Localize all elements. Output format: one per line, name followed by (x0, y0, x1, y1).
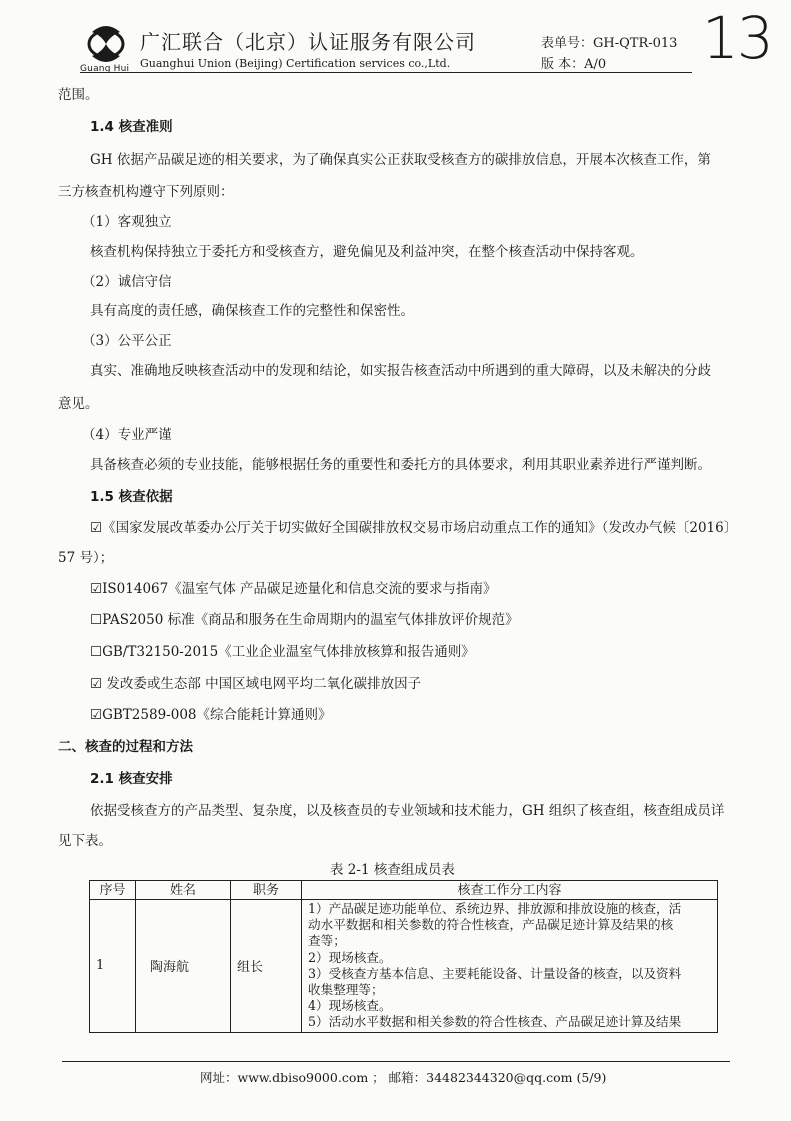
section-2-1-paragraph: 依据受核查方的产品类型、复杂度，以及核查员的专业领域和技术能力，GH 组织了核查组，核查组成员详 (90, 803, 725, 819)
basis-item-6: ☑GBT2589-008《综合能耗计算通则》 (90, 707, 332, 723)
scope-end-text: 范围。 (58, 87, 99, 103)
basis-item-3: ☐PAS2050 标准《商品和服务在生命周期内的温室气体排放评价规范》 (90, 612, 519, 628)
section-1-4-paragraph-cont: 三方核查机构遵守下列原则： (58, 184, 234, 200)
company-name-cn: 广汇联合（北京）认证服务有限公司 (140, 30, 476, 54)
principle-3-title: （3）公平公正 (82, 333, 172, 349)
basis-item-1-cont: 57 号）； (58, 550, 114, 566)
principle-2-text: 具有高度的责任感，确保核查工作的完整性和保密性。 (90, 303, 414, 319)
table-header-row (90, 881, 718, 900)
duty-line: 查等； (308, 933, 346, 949)
company-name-en: Guanghui Union (Beijing) Certification services co.,Ltd. (140, 57, 451, 70)
basis-item-1: ☑《国家发展改革委办公厅关于切实做好全国碳排放权交易市场启动重点工作的通知》（发改办气候〔2016〕 (90, 520, 738, 536)
section-2-1-title: 2.1 核查安排 (90, 771, 173, 787)
section-1-4-title: 1.4 核查准则 (90, 119, 173, 135)
header-role: 职务 (231, 881, 302, 900)
page-stamp-number: 13 (702, 4, 772, 72)
form-number: 表单号：GH-QTR-013 (541, 36, 678, 51)
header-name: 姓名 (136, 881, 231, 900)
header-no: 序号 (90, 881, 136, 900)
basis-item-5: ☑ 发改委或生态部 中国区域电网平均二氧化碳排放因子 (90, 676, 422, 692)
page-footer: 网址：www.dbiso9000.com ； 邮箱：34482344320@qq.com (5/9) (200, 1070, 607, 1085)
duty-line: 2）现场核查。 (308, 949, 392, 965)
basis-item-4: ☐GB/T32150-2015《工业企业温室气体排放核算和报告通则》 (90, 644, 475, 660)
section-2-1-paragraph-cont: 见下表。 (58, 833, 112, 849)
duty-line: 4）现场核查。 (308, 998, 392, 1014)
principle-1-text: 核查机构保持独立于委托方和受核查方，避免偏见及利益冲突，在整个核查活动中保持客观。 (90, 244, 644, 260)
footer-divider (62, 1061, 730, 1062)
cell-duties (302, 900, 718, 1033)
duty-line: 5）活动水平数据和相关参数的符合性核查、产品碳足迹计算及结果 (308, 1014, 682, 1030)
header-duties: 核查工作分工内容 (302, 881, 718, 900)
duty-line: 1）产品碳足迹功能单位、系统边界、排放源和排放设施的核查，活 (308, 901, 682, 916)
principle-4-text: 具备核查必须的专业技能，能够根据任务的重要性和委托方的具体要求，利用其职业素养进行严谨判断。 (90, 457, 711, 473)
cell-name: 陶海航 (136, 900, 231, 1033)
principle-4-title: （4）专业严谨 (82, 427, 172, 443)
staff-table (89, 880, 718, 1033)
company-logo (86, 22, 126, 66)
logo-caption: Guang Hui (80, 64, 130, 74)
duty-line: 动水平数据和相关参数的符合性核查，产品碳足迹计算及结果的核 (308, 917, 674, 933)
duty-line: 3）受核查方基本信息、主要耗能设备、计量设备的核查，以及资料 (308, 965, 682, 981)
principle-2-title: （2）诚信守信 (82, 274, 172, 290)
principle-3-text: 真实、准确地反映核查活动中的发现和结论，如实报告核查活动中所遇到的重大障碍，以及未解决的分歧 (90, 363, 711, 379)
form-version: 版 本：A/0 (541, 57, 607, 72)
cell-no: 1 (90, 900, 136, 1033)
logo-emblem-icon (86, 22, 126, 66)
section-1-4-paragraph: GH 依据产品碳足迹的相关要求，为了确保真实公正获取受核查方的碳排放信息，开展本次核查工作，第 (90, 152, 711, 168)
basis-item-2: ☑IS014067《温室气体 产品碳足迹量化和信息交流的要求与指南》 (90, 581, 497, 597)
principle-3-text-cont: 意见。 (58, 396, 99, 412)
section-2-title: 二、核查的过程和方法 (58, 739, 193, 755)
cell-role: 组长 (231, 900, 302, 1033)
header-divider (80, 72, 692, 73)
table-caption: 表 2-1 核查组成员表 (330, 862, 455, 878)
principle-1-title: （1）客观独立 (82, 214, 172, 230)
section-1-5-title: 1.5 核查依据 (90, 489, 173, 505)
table-row (90, 900, 718, 1033)
duty-line: 收集整理等； (308, 982, 384, 998)
